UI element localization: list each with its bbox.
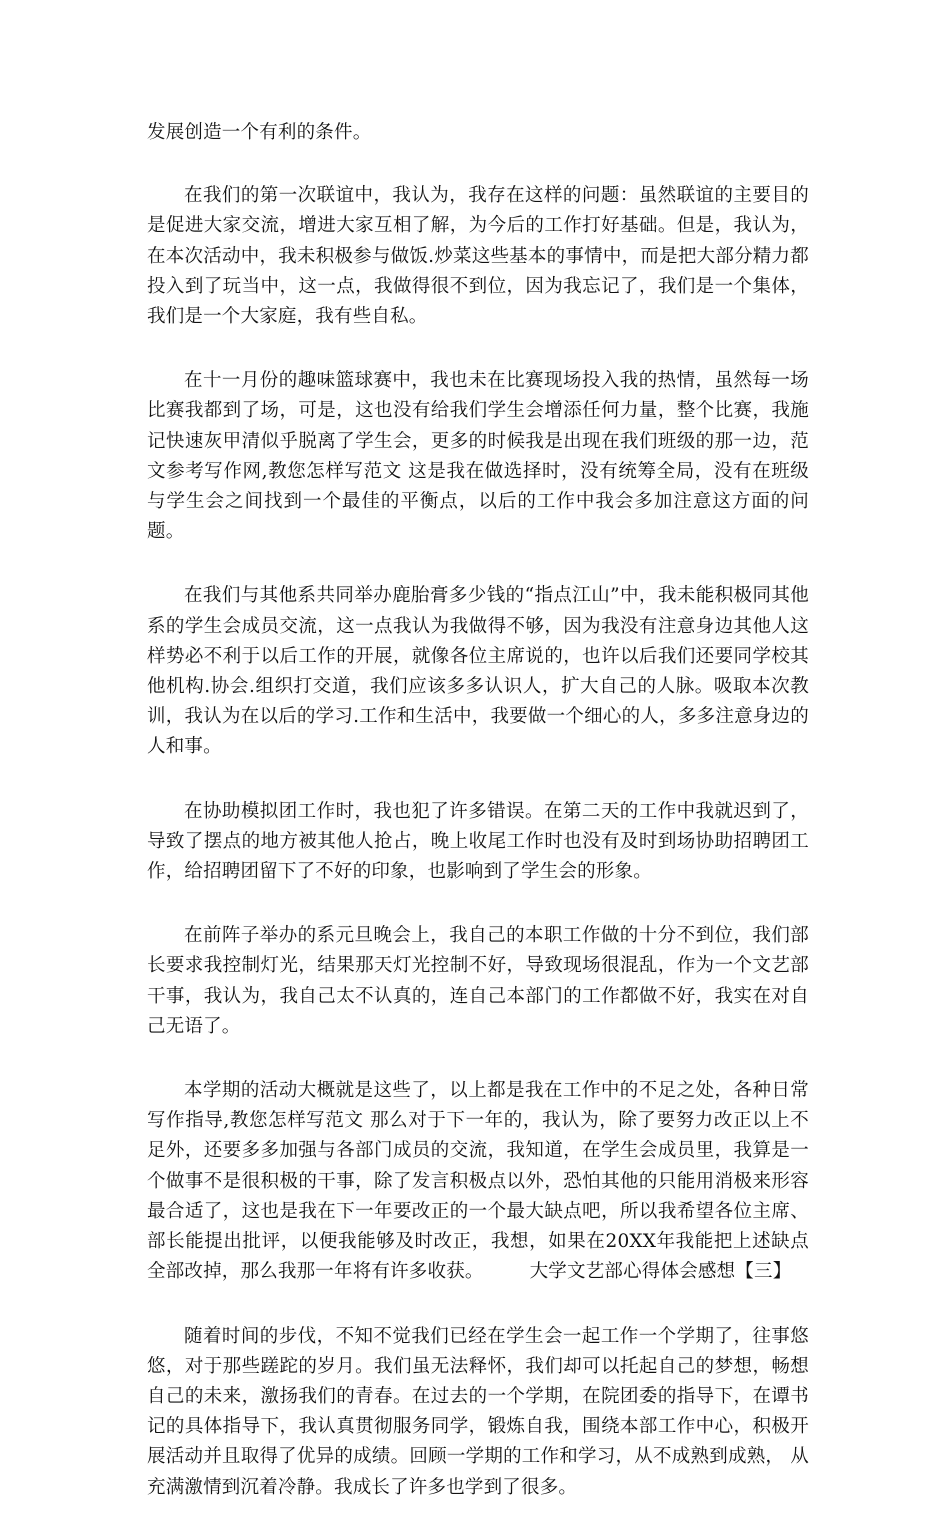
paragraph-semester-summary bbox=[147, 1076, 809, 1287]
section-heading: 大学文艺部心得体会感想【三】 bbox=[529, 1261, 792, 1283]
paragraph-basketball: 在十一月份的趣味篮球赛中，我也未在比赛现场投入我的热情，虽然每一场比赛我都到了场，可是，这也没有给我们学生会增添任何力量，整个比赛，我施记快速灰甲清似乎脱离了学生会，更多的时候我是出现在我们班级的那一边，范文参考写作网,教您怎样写范文 这是我在做选择时，没有统筹全局，没有在班级与学生会之间找到一个最佳的平衡点，以后的工作中我会多加注意这方面的问题。 bbox=[147, 370, 809, 543]
document-body bbox=[147, 118, 809, 1537]
paragraph-continuation: 发展创造一个有利的条件。 bbox=[147, 122, 372, 143]
summary-text: 本学期的活动大概就是这些了，以上都是我在工作中的不足之处，各种日常写作指导,教您怎样写范文 那么对于下一年的，我认为，除了要努力改正以上不足外，还要多多加强与各部门成员的交流，我知道，在学生会成员里，我算是一个做事不是很积极的干事，除了发言积极点以外，恐怕其他的只能用消极来形容最合适了，这也是我在下一年要改正的一个最大缺点吧，所以我希望各位主席、部长能提出批评，以便我能够及时改正，我想，如果在20XX年我能把上述缺点全部改掉，那么我那一年将有许多收获。 bbox=[147, 1080, 809, 1283]
paragraph-first-gathering: 在我们的第一次联谊中，我认为，我存在这样的问题：虽然联谊的主要目的是促进大家交流，增进大家互相了解，为今后的工作打好基础。但是，我认为，在本次活动中，我未积极参与做饭.炒菜这些基本的事情中，而是把大部分精力都投入到了玩当中，这一点，我做得很不到位，因为我忘记了，我们是一个集体，我们是一个大家庭，我有些自私。 bbox=[147, 185, 809, 328]
paragraph-joint-event: 在我们与其他系共同举办鹿胎膏多少钱的“指点江山”中，我未能积极同其他系的学生会成员交流，这一点我认为我做得不够，因为我没有注意身边其他人这样势必不利于以后工作的开展，就像各位主席说的，也许以后我们还要同学校其他机构.协会.组织打交道，我们应该多多认识人，扩大自己的人脉。吸取本次教训，我认为在以后的学习.工作和生活中，我要做一个细心的人，多多注意身边的人和事。 bbox=[147, 585, 809, 758]
paragraph-mock-group: 在协助模拟团工作时，我也犯了许多错误。在第二天的工作中我就迟到了，导致了摆点的地方被其他人抢占，晚上收尾工作时也没有及时到场协助招聘团工作，给招聘团留下了不好的印象，也影响到了学生会的形象。 bbox=[147, 800, 809, 883]
paragraph-new-year-gala: 在前阵子举办的系元旦晚会上，我自己的本职工作做的十分不到位，我们部长要求我控制灯光，结果那天灯光控制不好，导致现场很混乱，作为一个文艺部干事，我认为，我自己太不认真的，连自己本部门的工作都做不好，我实在对自己无语了。 bbox=[147, 925, 809, 1037]
paragraph-time-passing: 随着时间的步伐，不知不觉我们已经在学生会一起工作一个学期了，往事悠悠，对于那些蹉跎的岁月。我们虽无法释怀，我们却可以托起自己的梦想，畅想自己的未来，激扬我们的青春。在过去的一个学期，在院团委的指导下，在谭书记的具体指导下，我认真贯彻服务同学，锻炼自我，围绕本部工作中心，积极开展活动并且取得了优异的成绩。回顾一学期的工作和学习，从不成熟到成熟， 从充满激情到沉着冷静。我成长了许多也学到了很多。 bbox=[147, 1325, 809, 1498]
